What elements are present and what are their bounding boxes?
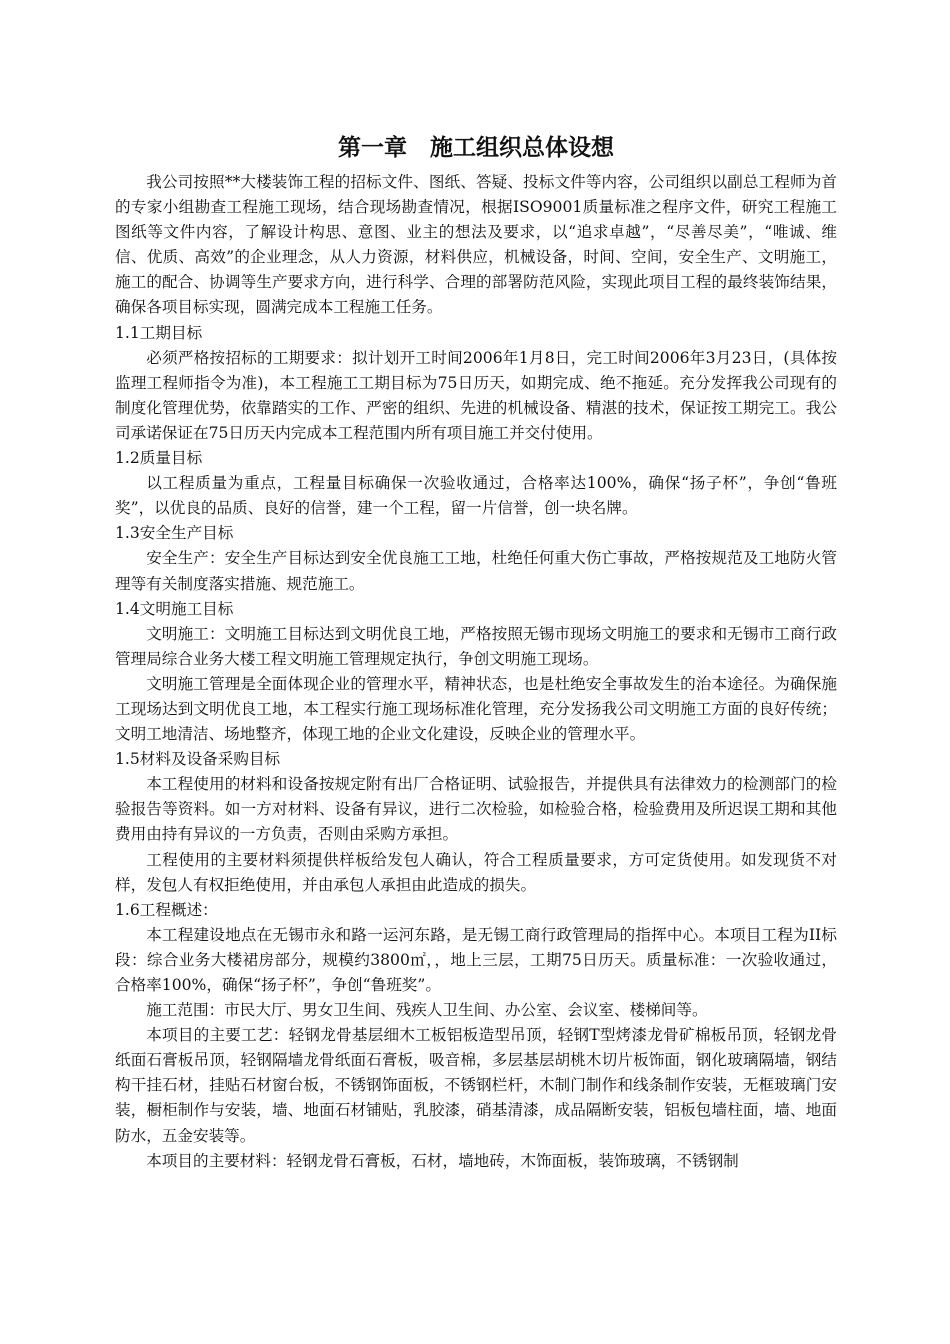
section-heading: 1.4文明施工目标 bbox=[115, 599, 234, 618]
section-paragraph: 文明施工：文明施工目标达到文明优良工地，严格按照无锡市现场文明施工的要求和无锡市工商行政管理局综合业务大楼工程文明施工管理规定执行，争创文明施工现场。 bbox=[115, 624, 837, 668]
section-heading: 1.1工期目标 bbox=[115, 323, 203, 342]
section-heading: 1.2质量目标 bbox=[115, 449, 203, 468]
section-safety bbox=[115, 521, 837, 596]
section-paragraph: 安全生产：安全生产目标达到安全优良施工工地，杜绝任何重大伤亡事故，严格按规范及工地防火管理等有关制度落实措施、规范施工。 bbox=[115, 549, 837, 593]
section-quality bbox=[115, 446, 837, 521]
section-heading: 1.3安全生产目标 bbox=[115, 524, 234, 543]
section-project-overview bbox=[115, 898, 837, 1174]
section-paragraph: 文明施工管理是全面体现企业的管理水平，精神状态，也是杜绝安全事故发生的治本途径。为确保施工现场达到文明优良工地，本工程实行施工现场标准化管理，充分发扬我公司文明施工方面的良好传统；文明工地清洁、场地整齐，体现工地的企业文化建设，反映企业的管理水平。 bbox=[115, 674, 837, 744]
intro-paragraph: 我公司按照**大楼装饰工程的招标文件、图纸、答疑、投标文件等内容，公司组织以副总工程师为首的专家小组勘查工程施工现场，结合现场勘查情况，根据ISO9001质量标准之程序文件，研究工程施工图纸等文件内容，了解设计构思、意图、业主的想法及要求，以“追求卓越”，“尽善尽美”，“唯诚、维信、优质、高效”的企业理念，从人力资源，材料供应，机械设备，时间、空间，安全生产、文明施工，施工的配合、协调等生产要求方向，进行科学、合理的部署防范风险，实现此项目工程的最终装饰结果，确保各项目标实现，圆满完成本工程施工任务。 bbox=[115, 173, 837, 317]
section-procurement bbox=[115, 747, 837, 898]
section-schedule bbox=[115, 321, 837, 446]
chapter-title: 第一章 施工组织总体设想 bbox=[338, 135, 614, 161]
section-paragraph: 本工程使用的材料和设备按规定附有出厂合格证明、试验报告，并提供具有法律效力的检测部门的检验报告等资料。如一方对材料、设备有异议，进行二次检验，如检验合格，检验费用及所迟误工期和其他费用由持有异议的一方负责，否则由采购方承担。 bbox=[115, 775, 837, 844]
section-civilized-construction bbox=[115, 597, 837, 748]
section-heading: 1.5材料及设备采购目标 bbox=[115, 750, 281, 769]
document-body bbox=[115, 128, 837, 1174]
section-paragraph: 本项目的主要工艺：轻钢龙骨基层细木工板铝板造型吊顶，轻钢T型烤漆龙骨矿棉板吊顶，轻钢龙骨纸面石膏板吊顶，轻钢隔墙龙骨纸面石膏板，吸音棉，多层基层胡桃木切片板饰面，钢化玻璃隔墙，钢结构干挂石材，挂贴石材窗台板，不锈钢饰面板，不锈钢栏杆，木制门制作和线条制作安装，无框玻璃门安装，橱柜制作与安装，墙、地面石材铺贴，乳胶漆，硝基清漆，成品隔断安装，铝板包墙柱面，墙、地面防水，五金安装等。 bbox=[115, 1026, 837, 1145]
section-paragraph: 本项目的主要材料：轻钢龙骨石膏板，石材，墙地砖，木饰面板，装饰玻璃，不锈钢制 bbox=[146, 1151, 739, 1170]
section-paragraph: 本工程建设地点在无锡市永和路一运河东路，是无锡工商行政管理局的指挥中心。本项目工程为II标段：综合业务大楼裙房部分，规模约3800㎡，，地上三层，工期75日历天。质量标准：一次验收通过，合格率100%，确保“扬子杯”，争创“鲁班奖”。 bbox=[115, 925, 837, 994]
section-paragraph: 以工程质量为重点，工程量目标确保一次验收通过，合格率达100%，确保“扬子杯”，争创“鲁班奖”，以优良的品质、良好的信誉，建一个工程，留一片信誉，创一块名牌。 bbox=[115, 474, 837, 518]
section-paragraph: 施工范围：市民大厅、男女卫生间、残疾人卫生间、办公室、会议室、楼梯间等。 bbox=[146, 1001, 708, 1020]
section-paragraph: 工程使用的主要材料须提供样板给发包人确认，符合工程质量要求，方可定货使用。如发现货不对样，发包人有权拒绝使用，并由承包人承担由此造成的损失。 bbox=[115, 850, 837, 894]
section-paragraph: 必须严格按招标的工期要求：拟计划开工时间2006年1月8日，完工时间2006年3月23日，(具体按监理工程师指令为准)，本工程施工工期目标为75日历天，如期完成、绝不拖延。充分发挥我公司现有的制度化管理优势，依靠踏实的工作、严密的组织、先进的机械设备、精湛的技术，保证按工期完工。我公司承诺保证在75日历天内完成本工程范围内所有项目施工并交付使用。 bbox=[115, 348, 837, 442]
section-heading: 1.6工程概述： bbox=[115, 900, 218, 919]
